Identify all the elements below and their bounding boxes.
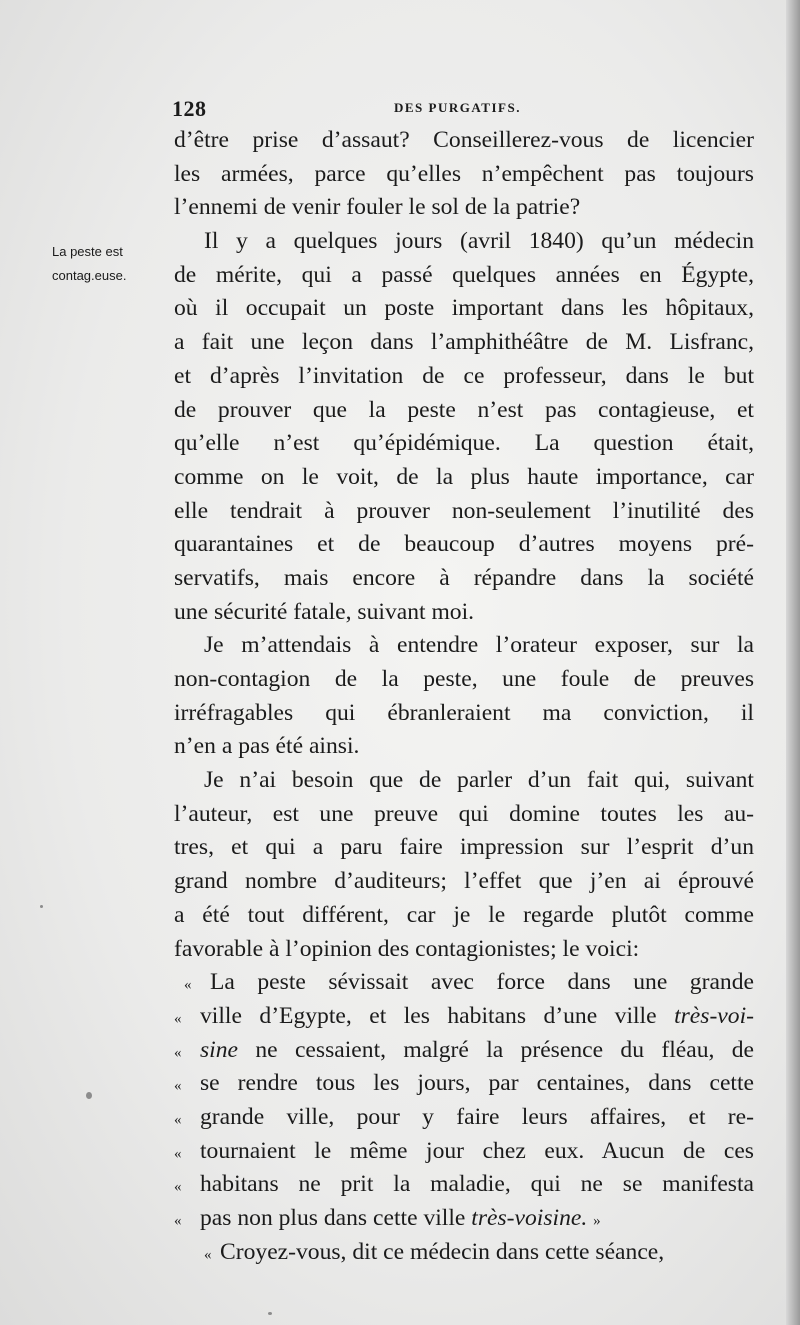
quote-line [174, 966, 754, 1000]
text-line: l’auteur, est une preuve qui domine toutes les au- [174, 800, 754, 827]
paper-speck [268, 1312, 272, 1315]
quote-text-italic: très-voisine. [471, 1205, 588, 1231]
text-line: les armées, parce qu’elles n’empêchent pas toujours [174, 160, 754, 187]
quote-mark: « [174, 1179, 182, 1196]
quote-close-mark: » [593, 1213, 601, 1229]
quote-text: habitans ne prit la maladie, qui ne se manifesta [200, 1171, 754, 1198]
text-line: servatifs, mais encore à répandre dans la société [174, 564, 754, 591]
text-line: non-contagion de la peste, une foule de preuves [174, 666, 754, 692]
paper-speck [40, 905, 43, 908]
text-line: Je n’ai besoin que de parler d’un fait qui, suivant [204, 767, 754, 794]
text-line: a fait une leçon dans l’amphithéâtre de M. Lisfranc, [174, 329, 754, 356]
text-line: comme on le voit, de la plus haute importance, car [174, 463, 754, 490]
text-line: d’être prise d’assaut? Conseillerez-vous de licencier [174, 127, 754, 153]
quote-text: pas non plus dans cette ville [200, 1205, 466, 1231]
quote-text: tournaient le même jour chez eux. Aucun de ces [200, 1137, 754, 1164]
quote-line [174, 1202, 754, 1236]
quote-mark: « [174, 1213, 182, 1229]
text-line: de prouver que la peste n’est pas contagieuse, et [174, 396, 754, 423]
quote-mark: « [204, 1246, 212, 1263]
quote-mark: « [174, 1044, 182, 1061]
text-line: elle tendrait à prouver non-seulement l’inutilité des [174, 497, 754, 524]
text-line: irréfragables qui ébranleraient ma conviction, il [174, 699, 754, 726]
page-edge-shadow [786, 0, 800, 1325]
running-title: DES PURGATIFS. [394, 100, 521, 115]
text-line: a été tout différent, car je le regarde plutôt comme [174, 901, 754, 928]
final-text: Croyez-vous, dit ce médecin dans cette séance, [220, 1238, 665, 1265]
margin-note [52, 240, 170, 288]
text-line: favorable à l’opinion des contagionistes; le voici: [174, 935, 640, 962]
quote-text: se rendre tous les jours, par centaines, dans cette [200, 1070, 754, 1097]
paper-speck [86, 1092, 92, 1099]
text-line: quarantaines et de beaucoup d’autres moyens pré- [174, 531, 754, 558]
text-line: et d’après l’invitation de ce professeur, dans le but [174, 362, 754, 389]
quote-text: ne cessaient, malgré la présence du fléau, de [255, 1036, 754, 1063]
quote-line [174, 1067, 754, 1101]
quote-line [174, 1101, 754, 1135]
text-line: qu’elle n’est qu’épidémique. La question était, [174, 430, 754, 457]
text-line: l’ennemi de venir fouler le sol de la patrie? [174, 194, 581, 221]
text-line [174, 1236, 754, 1270]
quote-mark: « [174, 1145, 182, 1162]
text-line: une sécurité fatale, suivant moi. [174, 598, 475, 625]
margin-note-line-2: contag.euse. [52, 268, 127, 283]
page-header [172, 96, 752, 124]
quote-line [174, 1034, 754, 1068]
quote-text: La peste sévissait avec force dans une grande [210, 969, 754, 996]
quote-line [174, 1168, 754, 1202]
margin-note-line-1: La peste est [52, 244, 123, 259]
text-line: Je m’attendais à entendre l’orateur exposer, sur la [204, 632, 754, 659]
text-line: tres, et qui a paru faire impression sur l’esprit d’un [174, 834, 754, 861]
text-line: où il occupait un poste important dans les hôpitaux, [174, 295, 754, 322]
quote-line [174, 1135, 754, 1169]
text-line: de mérite, qui a passé quelques années en Égypte, [174, 261, 754, 288]
quote-mark: « [184, 977, 192, 994]
body-text [174, 124, 754, 1269]
text-line: Il y a quelques jours (avril 1840) qu’un médecin [204, 228, 754, 255]
quote-text: ville d’Egypte, et les habitans d’une ville [200, 1002, 657, 1029]
page-number: 128 [172, 96, 207, 121]
text-line: grand nombre d’auditeurs; l’effet que j’en ai éprouvé [174, 868, 754, 895]
quote-text-italic: sine [200, 1036, 239, 1063]
text-line: n’en a pas été ainsi. [174, 733, 360, 760]
quote-mark: « [174, 1111, 182, 1128]
quote-mark: « [174, 1010, 182, 1027]
quote-line [174, 1000, 754, 1034]
quote-text-italic: très-voi- [674, 1002, 754, 1029]
quote-mark: « [174, 1078, 182, 1095]
quote-text: grande ville, pour y faire leurs affaires, et re- [200, 1103, 754, 1130]
